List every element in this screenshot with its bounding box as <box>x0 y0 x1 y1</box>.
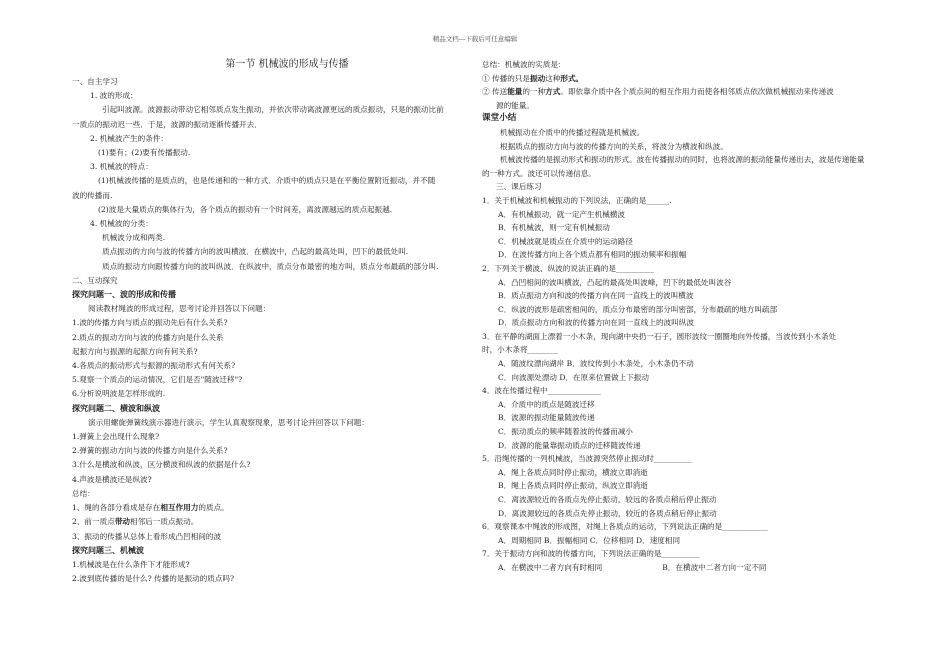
text-line: 机械波分成和两类. <box>102 233 166 243</box>
question-item: 2.质点的振动方向与波的传播方向是什么关系 <box>72 332 224 342</box>
exercise-option: A．绳上各质点同时停止振动，横波立即消逝 <box>498 467 648 477</box>
text-line: 源的能量。 <box>496 100 534 110</box>
section-heading: 二、互动探究 <box>72 275 118 285</box>
exercise-question: 3．在平静的湖面上漂着一小木条，现向湖中央扔一石子，圆形波纹一圈圈地向外传播，当波传到小木条处 <box>482 331 837 341</box>
summary-heading: 总结： <box>72 488 95 498</box>
question-item: 1.波的传播方向与质点的振动先后有什么关系? <box>72 318 228 328</box>
question-item: 4.声波是横波还是纵波? <box>72 474 152 484</box>
text-line: 2. 机械波产生的条件： <box>90 133 169 143</box>
question-item: 6.分析说明波是怎样形成的. <box>72 389 166 399</box>
text-line: (1)要有；(2)要有传播振动. <box>98 148 191 158</box>
exercise-option: D．质点振动方向和波的传播方向在同一直线上的波叫纵波 <box>498 318 694 328</box>
text-line: ② 传送能量的一种方式。即依靠介质中各个质点间的相互作用力而使各相邻质点依次做机械振动来传递波 <box>482 87 834 97</box>
exercise-question: 6．观察课本中绳波的形成图，对绳上各质点的运动，下列说法正确的是____________ <box>482 522 768 532</box>
exercise-question: 2．下列关于横波、纵波的说法正确的是__________ <box>482 263 654 273</box>
question-item: 1.弹簧上会出现什么现象? <box>72 432 160 442</box>
exercise-option: D．波源的能量靠振动质点的迁移随波传递 <box>498 440 641 450</box>
exercise-option: C．向波源处漂动 D．在原来位置做上下振动 <box>498 372 649 382</box>
exercise-option: A．在横波中二者方向有时相同 <box>498 562 603 572</box>
exercise-option: B．波源的振动能量随波传递 <box>498 413 595 423</box>
left-column <box>72 56 472 586</box>
question-item: 3.什么是横波和纵波，区分横波和纵波的依据是什么? <box>72 460 251 470</box>
section-heading: 一、自主学习 <box>72 77 118 86</box>
exercise-option: C．振动质点的频率随着波的传播而减小 <box>498 427 633 437</box>
text-line: 机械波传播的是振动形式和振动的形式。波在传播振动的同时，也将波源的振动能量传递出去，波是传递能量 <box>500 155 865 165</box>
exercise-option: A．随波纹漂向湖岸 B．波纹传到小木条处，小木条仍不动 <box>498 359 694 369</box>
text-line: 一质点的振动迟一些．于是，波源的振动逐渐传播开去． <box>72 119 262 129</box>
text-line: 总结：机械波的实质是： <box>482 60 566 69</box>
text-line: 3. 机械波的特点： <box>90 162 153 172</box>
page-title: 第一节 机械波的形成与传播 <box>225 59 349 70</box>
text-line: 质点振动的方向与波的传播方向的波叫横波．在横波中，凸起的最高处叫，凹下的最低处叫. <box>102 247 409 257</box>
text-line: 1. 波的形成： <box>90 91 138 101</box>
exercise-option: B．有机械波，则一定有机械振动 <box>498 223 610 233</box>
exercise-question: 5．沿绳传播的一列机械波，当波源突然停止振动时__________ <box>482 454 692 464</box>
exercise-question: 7．关于振动方向和波的传播方向，下列说法正确的是__________ <box>482 549 700 559</box>
question-item: 起振方向与振源的起振方向有何关系? <box>72 346 198 356</box>
summary-item: 3、振动的传播从总体上看形成凸凹相间的波 <box>72 531 222 541</box>
text-line: 根据质点的振动方向与波的传播方向的关系，将波分为横波和纵波。 <box>500 141 728 151</box>
right-column <box>482 58 890 575</box>
text-line: 机械振动在介质中的传播过程就是机械波。 <box>500 127 645 137</box>
subsection-heading: 探究问题二、横波和纵波 <box>72 403 160 413</box>
question-item: 2.弹簧的振动方向与波的传播方向是什么关系? <box>72 446 228 456</box>
exercise-option: A．凸凹相间的波叫横波，凸起的最高处叫波峰，凹下的最低处叫波谷 <box>498 277 732 287</box>
question-item: 4.各质点的振动形式与振源的振动形式有何关系? <box>72 361 236 371</box>
text-line: ① 传播的只是振动这种形式。 <box>482 73 584 83</box>
text-line: 质点的振动方向跟传播方向的波叫纵波．在纵波中，质点分布最密的地方叫，质点分布最疏的部分叫. <box>102 261 439 271</box>
text-line: (1)机械波传播的是质点的，也是传递和的一种方式．介质中的质点只是在平衡位置附近振动，并不随 <box>98 176 436 186</box>
text-line: 阅读教材绳波的形成过程，思考讨论并回答以下问题： <box>88 304 271 314</box>
subsection-heading: 探究问题一、波的形成和传播 <box>72 290 176 300</box>
exercise-option: B．质点振动方向和波的传播方向在同一直线上的波叫横波 <box>498 291 694 301</box>
section-heading: 三、课后练习 <box>496 182 542 192</box>
text-line: (2)波是大量质点的集体行为，各个质点的振动有一个时间差，离波源越远的质点起振越. <box>98 204 393 214</box>
document-header-note: 精品文档---下载后可任意编辑 <box>432 35 518 43</box>
text-line: 波的传播而. <box>72 190 113 200</box>
text-line: 4. 机械波的分类： <box>90 219 153 229</box>
exercise-option: B．在横波中二者方向一定不同 <box>662 562 767 572</box>
text-line: 引起叫波源。波源振动带动它相邻质点发生振动，并依次带动离波源更远的质点振动，只是的振动比前 <box>102 105 444 115</box>
exercise-question: 时，小木条将________ <box>482 345 558 355</box>
text-line: 的一种方式。波还可以传递信息。 <box>482 168 596 178</box>
exercise-option: B．绳上各质点同时停止振动，纵波立即消逝 <box>498 481 648 491</box>
exercise-option: C．纵波的波形是疏密相间的，质点分布最密的部分叫密部，分布最疏的地方叫疏部 <box>498 304 778 314</box>
exercise-question: 1．关于机械波和机械振动的下列说法，正确的是______. <box>482 195 672 205</box>
question-item: 1.机械波是在什么条件下才能形成? <box>72 559 190 569</box>
subsection-heading: 课堂小结 <box>482 113 517 124</box>
exercise-option: C．离波源较近的各质点先停止振动，较远的各质点稍后停止振动 <box>498 495 717 504</box>
exercise-question: 4．波在传播过程中______________ <box>482 386 601 396</box>
question-item: 2.波到底传播的是什么? 传播的是振动的质点吗? <box>72 574 235 584</box>
exercise-option: A．有机械振动，就一定产生机械横波 <box>498 209 625 219</box>
subsection-heading: 探究问题三、机械波 <box>72 545 144 555</box>
summary-item: 2、前一质点带动相邻后一质点振动。 <box>72 517 199 527</box>
summary-item: 1、绳的各部分看成是存在相互作用力的质点。 <box>72 503 229 513</box>
exercise-option: A．介质中的质点是随波迁移 <box>498 399 595 409</box>
question-item: 5.观察一个质点的运动情况，它们是否"随波迁移"? <box>72 375 243 385</box>
text-line: 演示用螺旋弹簧线演示器进行演示，学生认真观察现象，思考讨论并回答以下问题： <box>88 417 369 427</box>
exercise-option: A．周期相同 B．振幅相同 C．位移相同 D．速度相同 <box>498 535 681 545</box>
exercise-option: D．在波传播方向上各个质点都有相同的振动频率和振幅 <box>498 250 687 260</box>
exercise-option: C．机械波就是质点在介质中的运动路径 <box>498 236 633 246</box>
exercise-option: D．离波源较远的各质点先停止振动，较近的各质点稍后停止振动 <box>498 508 717 518</box>
exercise-option-row <box>482 561 890 575</box>
